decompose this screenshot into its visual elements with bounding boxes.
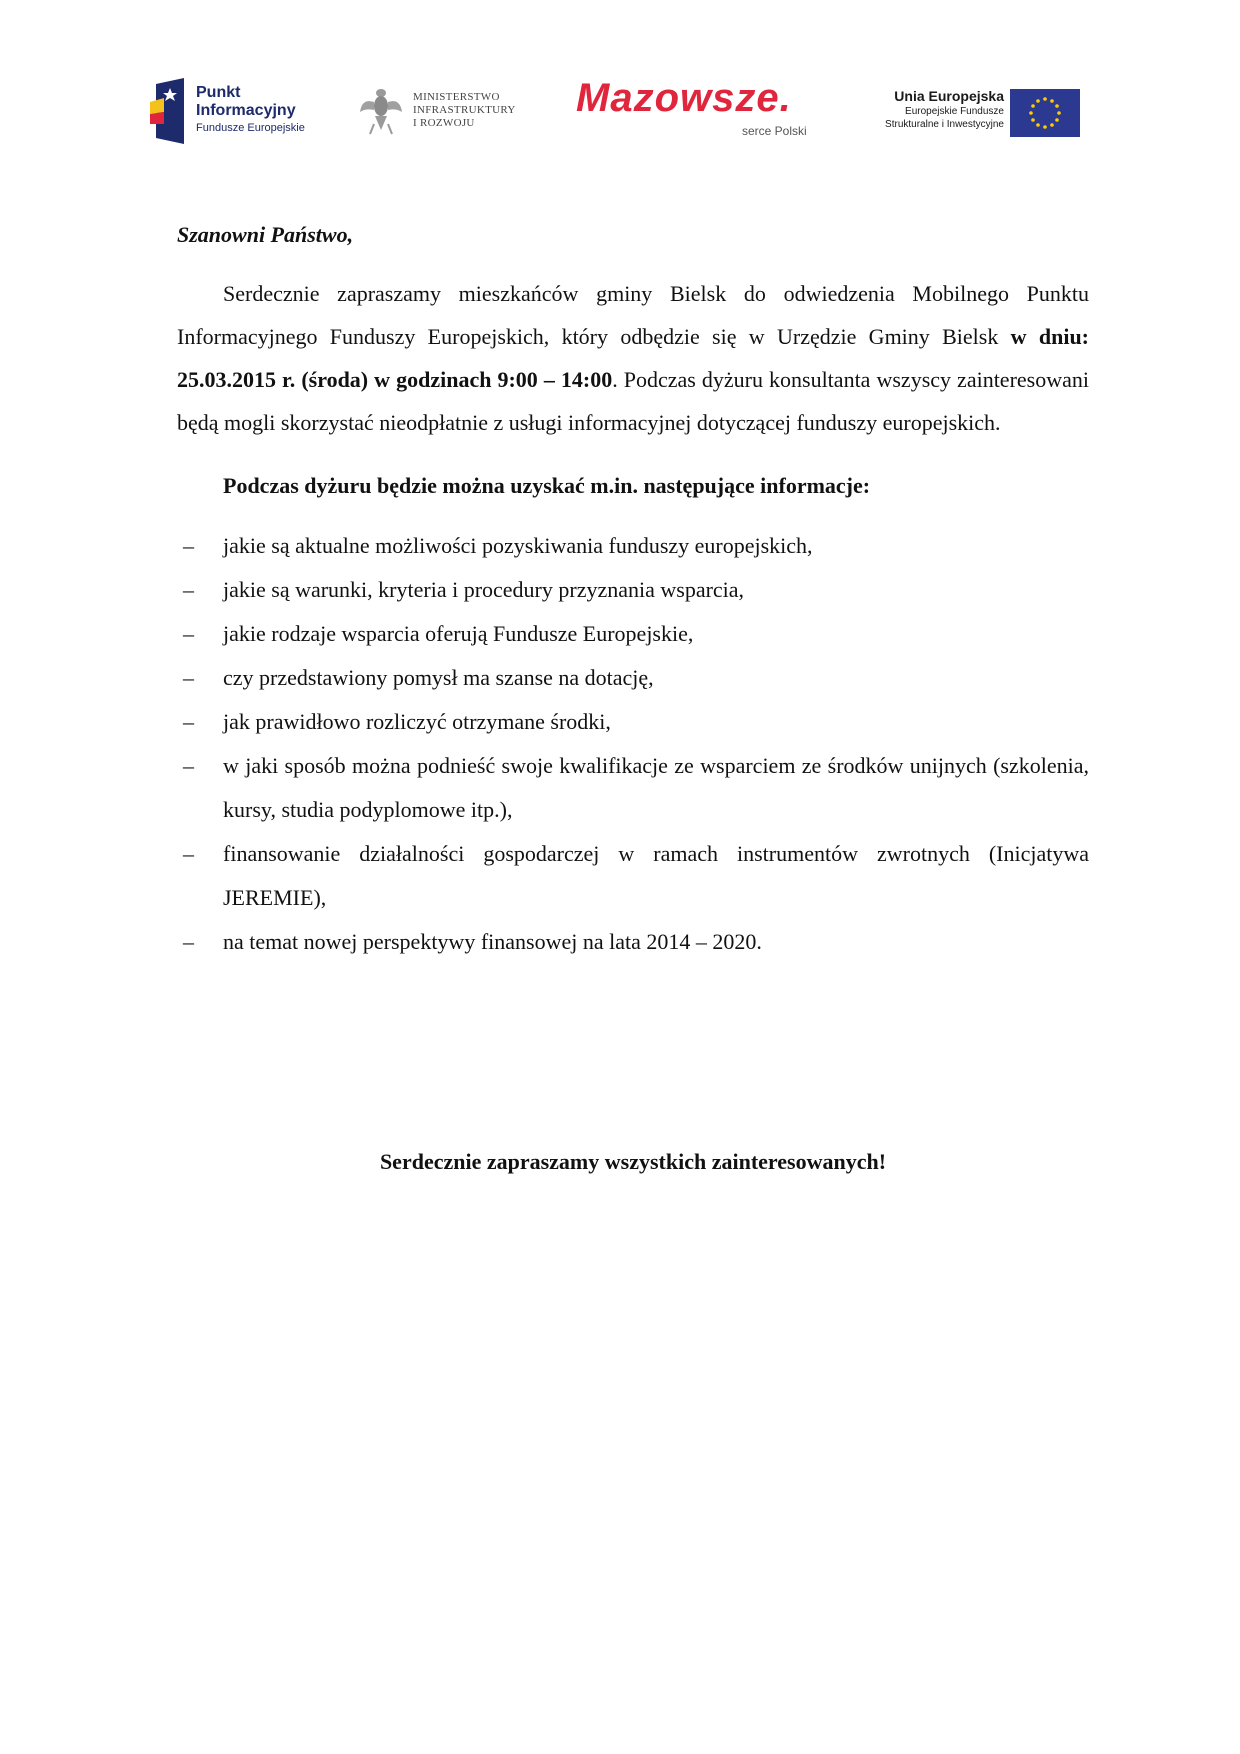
eu-line3: Strukturalne i Inwestycyjne xyxy=(885,119,1004,130)
pife-line1: Punkt xyxy=(196,84,241,101)
list-item: – jakie są warunki, kryteria i procedury przyznania wsparcia, xyxy=(177,568,1089,612)
letter-body xyxy=(177,220,1089,1174)
eu-flag-icon xyxy=(1010,89,1080,137)
eagle-emblem-icon xyxy=(358,86,404,136)
intro-paragraph xyxy=(177,272,1089,444)
list-item: – czy przedstawiony pomysł ma szanse na dotację, xyxy=(177,656,1089,700)
salutation: Szanowni Państwo, xyxy=(177,222,354,247)
intro-text-1: Serdecznie zapraszamy mieszkańców gminy Bielsk do odwiedzenia Mobilnego Punktu Informacyjnego Funduszy Europejskich, który odbędzie się w Urzędzie Gminy Bielsk xyxy=(177,281,1089,349)
logo-eu xyxy=(864,76,1104,148)
pife-line3: Fundusze Europejskie xyxy=(196,122,305,134)
ministry-line2: INFRASTRUKTURY xyxy=(413,104,516,116)
list-dash: – xyxy=(183,577,194,602)
logo-mazowsze xyxy=(576,76,826,148)
mazowsze-tagline: serce Polski xyxy=(742,124,807,138)
logo-ministry xyxy=(358,76,538,148)
pife-line2: Informacyjny xyxy=(196,102,296,119)
ministry-line3: I ROZWOJU xyxy=(413,117,475,129)
intro-text-2: . Podczas dyżuru konsultanta wszyscy zainteresowani będą mogli skorzystać nieodpłatnie z usługi informacyjnej dotyczącej funduszy europejskich. xyxy=(177,367,1089,435)
list-item: – jakie są aktualne możliwości pozyskiwania funduszy europejskich, xyxy=(177,524,1089,568)
list-heading: Podczas dyżuru będzie można uzyskać m.in. następujące informacje: xyxy=(223,473,871,498)
list-dash: – xyxy=(183,753,194,778)
list-dash: – xyxy=(183,709,194,734)
list-dash: – xyxy=(183,621,194,646)
eu-line1: Unia Europejska xyxy=(894,88,1004,104)
list-dash: – xyxy=(183,533,194,558)
info-list xyxy=(177,524,1089,964)
event-date-time: w dniu: 25.03.2015 r. (środa) w godzinach 9:00 – 14:00 xyxy=(177,324,1089,392)
header-logos xyxy=(148,76,1098,148)
list-dash: – xyxy=(183,841,194,866)
eu-line2: Europejskie Fundusze xyxy=(905,106,1004,117)
list-dash: – xyxy=(183,929,194,954)
ministry-line1: MINISTERSTWO xyxy=(413,91,500,103)
logo-punkt-informacyjny xyxy=(148,76,348,148)
list-item: – jak prawidłowo rozliczyć otrzymane środki, xyxy=(177,700,1089,744)
closing-line: Serdecznie zapraszamy wszystkich zainteresowanych! xyxy=(379,1149,887,1174)
list-dash: – xyxy=(183,665,194,690)
pife-star-icon xyxy=(150,78,190,144)
list-item: – na temat nowej perspektywy finansowej na lata 2014 – 2020. xyxy=(177,920,1089,964)
list-item: – w jaki sposób można podnieść swoje kwalifikacje ze wsparciem ze środków unijnych (szkolenia, kursy, studia podyplomowe itp.), xyxy=(177,744,1089,832)
list-item: – finansowanie działalności gospodarczej w ramach instrumentów zwrotnych (Inicjatywa JEREMIE), xyxy=(177,832,1089,920)
list-item: – jakie rodzaje wsparcia oferują Fundusze Europejskie, xyxy=(177,612,1089,656)
mazowsze-wordmark: Mazowsze. xyxy=(576,76,792,120)
